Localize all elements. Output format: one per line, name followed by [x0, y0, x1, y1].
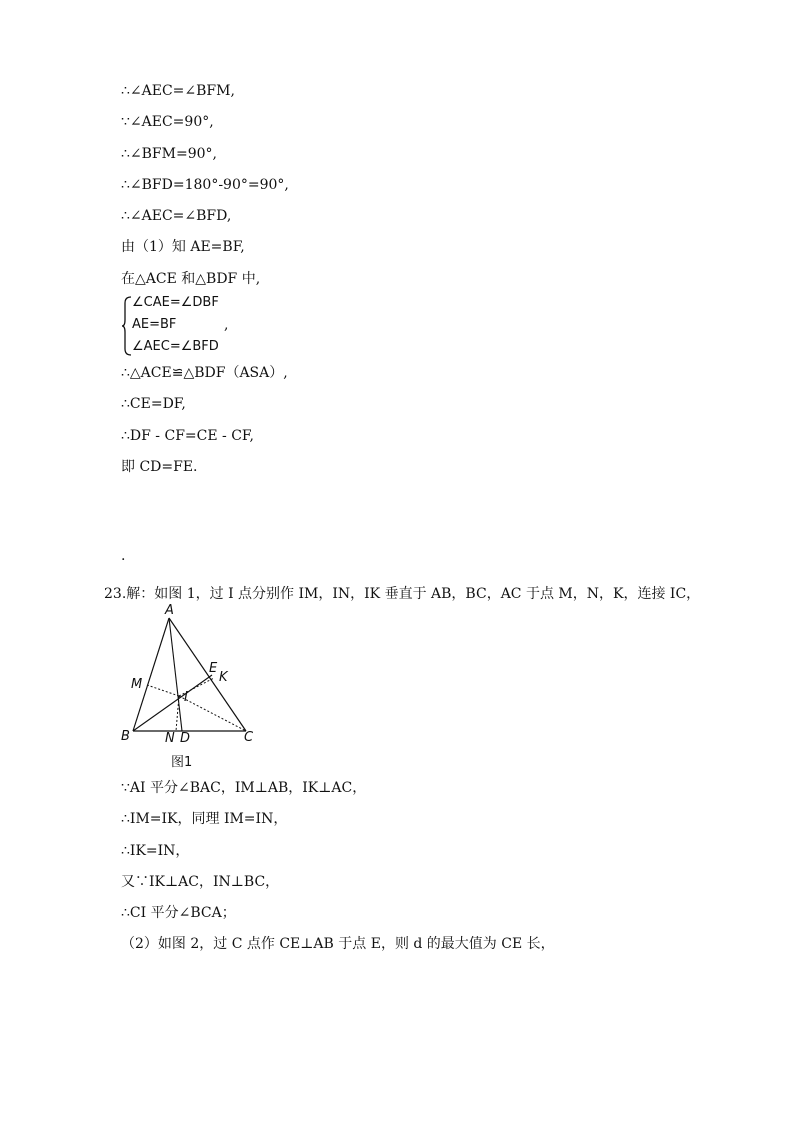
proof-line-5: ∴∠AEC=∠BFD, [121, 208, 232, 224]
proof-line-4: ∴∠BFD=180°-90°=90°, [121, 177, 289, 193]
proof-line-11: 即 CD=FE. [121, 459, 198, 475]
triangle-diagram [110, 600, 270, 750]
proof-line-6: 由（1）知 AE=BF, [121, 239, 245, 255]
point-label-b: B [121, 729, 130, 744]
brace-condition-1: ∠CAE=∠DBF [132, 295, 219, 310]
separator-dot: . [121, 548, 126, 564]
q23-line-6: （2）如图 2，过 C 点作 CE⊥AB 于点 E，则 d 的最大值为 CE 长， [121, 936, 555, 952]
figure-caption: 图1 [171, 755, 193, 770]
brace-condition-3: ∠AEC=∠BFD [132, 339, 219, 354]
point-label-e: E [209, 661, 218, 676]
brace-condition-2: AE=BF [132, 317, 177, 332]
proof-line-9: ∴CE=DF, [121, 396, 186, 412]
q23-line-3: ∴IK=IN， [121, 843, 190, 859]
point-label-k: K [219, 670, 228, 685]
proof-line-7: 在△ACE 和△BDF 中, [121, 271, 261, 287]
point-label-i: I [184, 690, 188, 705]
proof-line-1: ∴∠AEC=∠BFM, [121, 83, 235, 99]
proof-line-10: ∴DF - CF=CE - CF, [121, 428, 254, 444]
proof-line-3: ∴∠BFM=90°, [121, 146, 217, 162]
condition-brace-group [121, 295, 281, 357]
q23-line-5: ∴CI 平分∠BCA； [121, 905, 236, 921]
question-23-intro: 23.解：如图 1，过 I 点分别作 IM，IN，IK 垂直于 AB，BC，AC 于点 M，N，K，连接 IC， [104, 586, 701, 602]
proof-line-8: ∴△ACE≌△BDF（ASA）, [121, 365, 288, 381]
point-label-n: N [165, 731, 175, 746]
figure-1-triangle-diagram [110, 600, 270, 772]
brace-comma: , [224, 317, 229, 333]
point-label-d: D [180, 731, 191, 746]
point-label-c: C [244, 730, 254, 745]
q23-line-4: 又∵IK⊥AC，IN⊥BC， [121, 874, 280, 890]
q23-line-2: ∴IM=IK，同理 IM=IN， [121, 811, 288, 827]
q23-line-1: ∵AI 平分∠BAC，IM⊥AB，IK⊥AC， [121, 780, 367, 796]
point-label-a: A [165, 603, 174, 618]
proof-line-2: ∵∠AEC=90°, [121, 114, 214, 130]
point-label-m: M [131, 677, 143, 692]
